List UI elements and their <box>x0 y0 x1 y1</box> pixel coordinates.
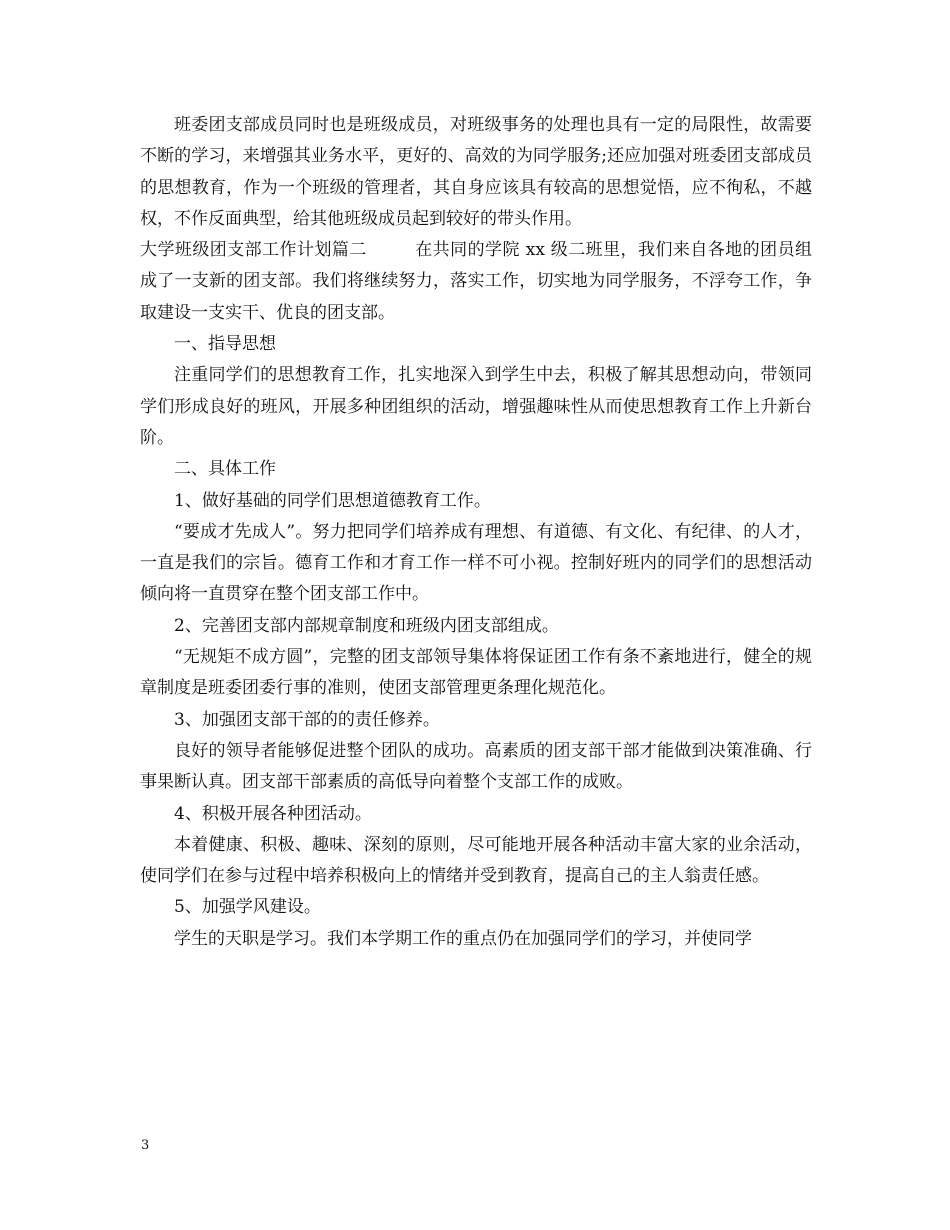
item-2-heading: 2、完善团支部内部规章制度和班级内团支部组成。 <box>174 615 559 636</box>
item-2-body: “无规矩不成方圆”，完整的团支部领导集体将保证团工作有条不紊地进行，健全的规章制度是班委团委行事的准则，使团支部管理更条理化规范化。 <box>140 647 812 699</box>
item-3-body: 良好的领导者能够促进整个团队的成功。高素质的团支部干部才能做到决策准确、行事果断认真。团支部干部素质的高低导向着整个支部工作的成败。 <box>140 740 812 793</box>
page-number: 3 <box>141 1138 150 1153</box>
paragraph-intro: 班委团支部成员同时也是班级成员，对班级事务的处理也具有一定的局限性，故需要不断的学习，来增强其业务水平，更好的、高效的为同学服务;还应加强对班委团支部成员的思想教育，作为一个班级的管理者，其自身应该具有较高的思想觉悟，应不徇私，不越权，不作反面典型，给其他班级成员起到较好的带头作用。 <box>140 115 812 229</box>
heading-specific-work: 二、具体工作 <box>174 459 276 480</box>
section-heading: 大学班级团支部工作计划篇二 <box>140 240 367 261</box>
item-5-heading: 5、加强学风建设。 <box>174 897 321 918</box>
paragraph-guiding-thought: 注重同学们的思想教育工作，扎实地深入到学生中去，积极了解其思想动向，带领同学们形成良好的班风，开展多种团组织的活动，增强趣味性从而使思想教育工作上升新台阶。 <box>140 365 812 448</box>
item-4-heading: 4、积极开展各种团活动。 <box>174 803 372 824</box>
document-body <box>140 110 812 955</box>
section-intro: 在共同的学院 xx 级二班里，我们来自各地的团员组成了一支新的团支部。我们将继续努力，落实工作，切实地为同学服务，不浮夸工作，争取建设一支实干、优良的团支部。 <box>140 240 813 323</box>
item-1-heading: 1、做好基础的同学们思想道德教育工作。 <box>174 490 491 511</box>
item-4-body: 本着健康、积极、趣味、深刻的原则，尽可能地开展各种活动丰富大家的业余活动，使同学们在参与过程中培养积极向上的情绪并受到教育，提高自己的主人翁责任感。 <box>140 834 812 887</box>
heading-guiding-thought: 一、指导思想 <box>174 334 276 355</box>
item-1-body: “要成才先成人”。努力把同学们培养成有理想、有道德、有文化、有纪律、的人才，一直是我们的宗旨。德育工作和才育工作一样不可小视。控制好班内的同学们的思想活动倾向将一直贯穿在整个团支部工作中。 <box>140 521 812 605</box>
section-heading-paragraph <box>140 235 812 329</box>
item-3-heading: 3、加强团支部干部的的责任修养。 <box>174 709 440 730</box>
item-5-body: 学生的天职是学习。我们本学期工作的重点仍在加强同学们的学习，并使同学 <box>174 928 752 949</box>
